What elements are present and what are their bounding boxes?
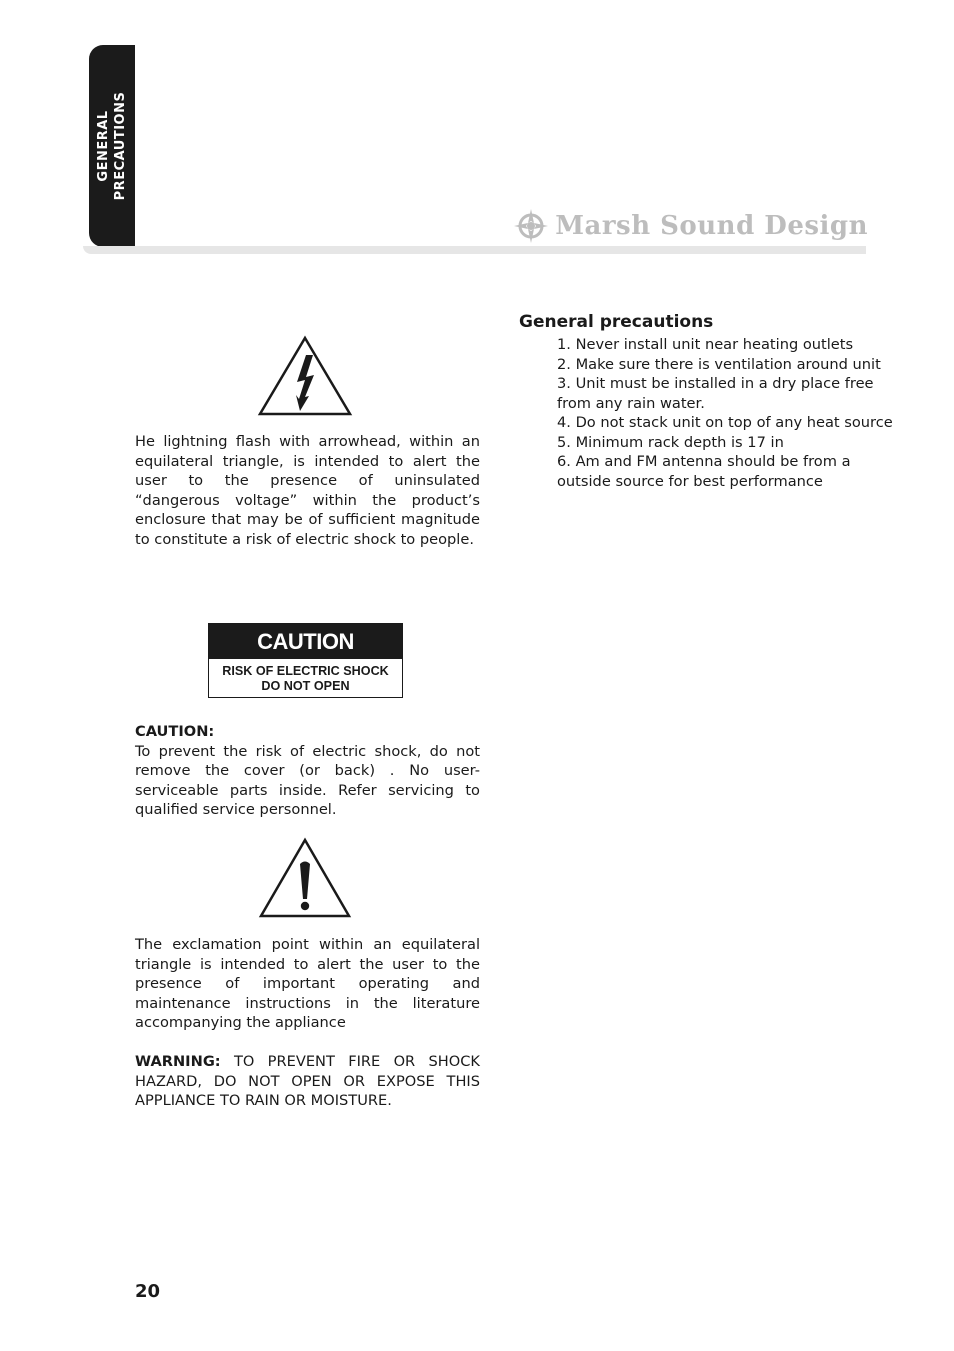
exclamation-warning-triangle-icon [258, 837, 352, 919]
warning-paragraph [135, 1052, 480, 1111]
caution-label-text [209, 659, 402, 694]
warning-label: WARNING: [135, 1053, 221, 1070]
caution-label-line-2: DO NOT OPEN [261, 679, 350, 693]
list-item: 2. Make sure there is ventilation around unit [557, 355, 881, 373]
caution-label-line-1: RISK OF ELECTRIC SHOCK [222, 664, 389, 678]
general-precautions-title: General precautions [519, 312, 714, 332]
section-tab-line-1: GENERAL [96, 110, 111, 182]
lightning-description: He lightning flash with arrowhead, within an equilateral triangle, is intended to alert the user to the presence of uninsulated “dangerous voltage” within the product’s enclosure that may be of sufficient magnitude to constitute a risk of electric shock to people. [135, 433, 480, 548]
warning-text: TO PREVENT FIRE OR SHOCK HAZARD, DO NOT OPEN OR EXPOSE THIS APPLIANCE TO RAIN OR MOISTURE. [135, 1053, 480, 1109]
list-item: 1. Never install unit near heating outlets [557, 336, 854, 353]
exclamation-description: The exclamation point within an equilateral triangle is intended to alert the user to the presence of important operating and maintenance instructions in the literature accompanying the appliance [135, 936, 480, 1031]
lightning-warning-triangle-icon [257, 335, 353, 417]
section-tab-line-2: PRECAUTIONS [113, 91, 128, 201]
header-rule [83, 246, 866, 254]
general-precautions-list [557, 335, 897, 491]
list-item: 4. Do not stack unit on top of any heat source [557, 414, 893, 431]
section-tab [89, 45, 135, 247]
section-tab-label [89, 45, 135, 247]
page-number: 20 [135, 1281, 161, 1302]
caution-label-title: CAUTION [209, 624, 402, 659]
caution-label [208, 623, 403, 698]
list-item: 5. Minimum rack depth is 17 in [557, 433, 784, 451]
caution-description: To prevent the risk of electric shock, do not remove the cover (or back) . No user-serviceable parts inside. Refer servicing to qualified service personnel. [135, 742, 480, 818]
brand-logo [513, 208, 868, 244]
caution-heading: CAUTION: [135, 723, 215, 740]
brand-name: Marsh Sound Design [555, 211, 868, 241]
crosshair-compass-icon [513, 208, 549, 244]
list-item: 6. Am and FM antenna should be from a outside source for best performance [557, 453, 851, 490]
list-item: 3. Unit must be installed in a dry place free from any rain water. [557, 375, 874, 412]
